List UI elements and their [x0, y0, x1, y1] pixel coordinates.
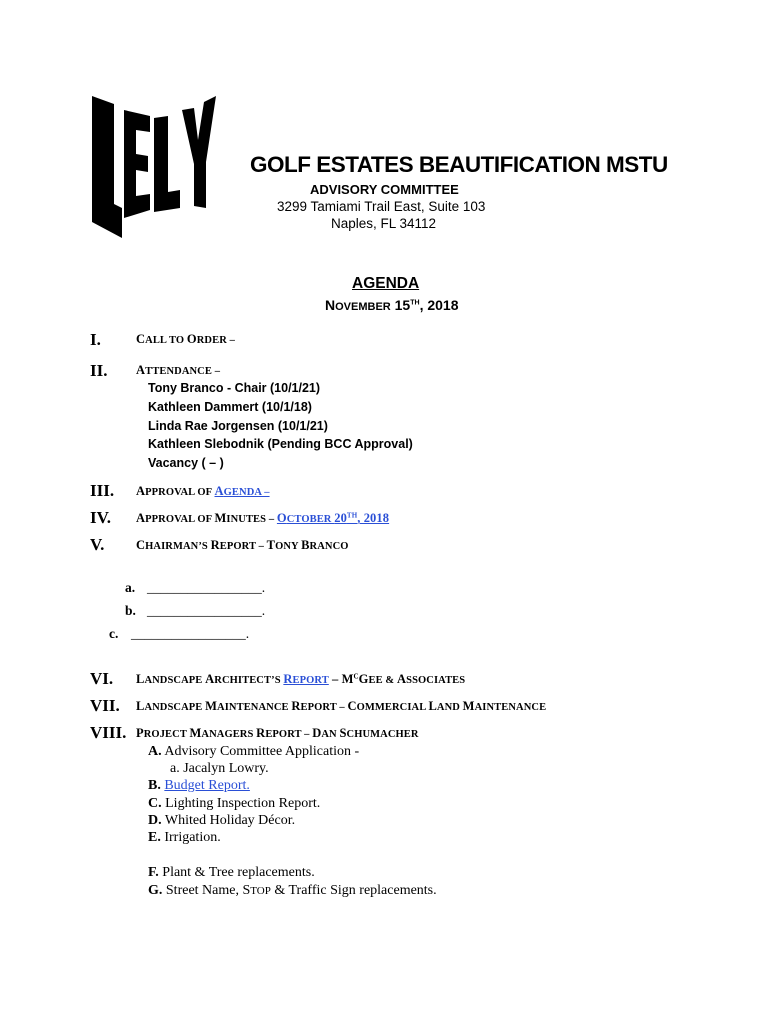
meeting-date: NOVEMBER 15TH, 2018	[325, 297, 459, 313]
address-line-1: 3299 Tamiami Trail East, Suite 103	[277, 199, 486, 214]
item-approval-of-agenda: APPROVAL OF AGENDA –	[136, 484, 270, 498]
sub-b-blank: _________________.	[147, 603, 266, 618]
attendee-3: Linda Rae Jorgensen (10/1/21)	[148, 419, 328, 433]
item-chairmans-report: CHAIRMAN’S REPORT – TONY BRANCO	[136, 538, 349, 552]
item-number-8: VIII.	[90, 723, 127, 742]
item-number-4: IV.	[90, 508, 111, 527]
project-item-c: C. Lighting Inspection Report.	[148, 796, 321, 811]
item-number-1: I.	[90, 330, 101, 349]
project-item-g: G. Street Name, STOP & Traffic Sign replacements.	[148, 883, 437, 898]
item-landscape-maintenance: LANDSCAPE MAINTENANCE REPORT – COMMERCIAL LAND MAINTENANCE	[136, 699, 547, 713]
sub-c-blank: _________________.	[131, 626, 250, 641]
committee-subtitle: ADVISORY COMMITTEE	[310, 182, 459, 197]
attendee-4: Kathleen Slebodnik (Pending BCC Approval)	[148, 437, 413, 451]
sub-a-label: a.	[125, 580, 136, 595]
sub-c-label: c.	[109, 626, 119, 641]
minutes-link[interactable]: OCTOBER 20TH, 2018	[276, 511, 390, 525]
item-call-to-order: CALL TO ORDER –	[136, 332, 235, 346]
project-item-b: B. Budget Report.	[148, 778, 250, 793]
sub-a-blank: _________________.	[147, 580, 266, 595]
item-approval-of-minutes: APPROVAL OF MINUTES – OCTOBER 20TH, 2018	[136, 511, 390, 525]
project-item-d: D. Whited Holiday Décor.	[148, 813, 296, 828]
address-line-2: Naples, FL 34112	[331, 216, 437, 231]
item-number-2: II.	[90, 361, 108, 380]
agenda-heading: AGENDA	[352, 275, 420, 292]
project-item-a: A. Advisory Committee Application -	[148, 744, 360, 759]
architect-report-link[interactable]: REPORT	[283, 672, 329, 686]
agenda-link[interactable]: AGENDA –	[214, 484, 270, 498]
attendee-1: Tony Branco - Chair (10/1/21)	[148, 381, 321, 395]
item-number-3: III.	[90, 481, 115, 500]
committee-title: GOLF ESTATES BEAUTIFICATION MSTU	[250, 152, 668, 177]
item-attendance: ATTENDANCE –	[136, 363, 221, 377]
project-item-f: F. Plant & Tree replacements.	[148, 865, 315, 880]
project-item-a-sub: a. Jacalyn Lowry.	[170, 761, 269, 776]
project-item-e: E. Irrigation.	[148, 830, 221, 845]
item-number-6: VI.	[90, 669, 114, 688]
item-landscape-architect: LANDSCAPE ARCHITECT’S REPORT – $M^CGEE$ & ASSOCIATES	[136, 672, 466, 686]
item-number-7: VII.	[90, 696, 120, 715]
item-number-5: V.	[90, 535, 105, 554]
item-project-managers-report: PROJECT MANAGERS REPORT – DAN SCHUMACHER	[136, 726, 419, 740]
budget-report-link[interactable]: Budget Report.	[164, 778, 250, 793]
sub-b-label: b.	[125, 603, 136, 618]
lely-logo	[90, 96, 218, 238]
attendee-2: Kathleen Dammert (10/1/18)	[148, 400, 312, 414]
attendee-5: Vacancy ( – )	[148, 456, 224, 470]
